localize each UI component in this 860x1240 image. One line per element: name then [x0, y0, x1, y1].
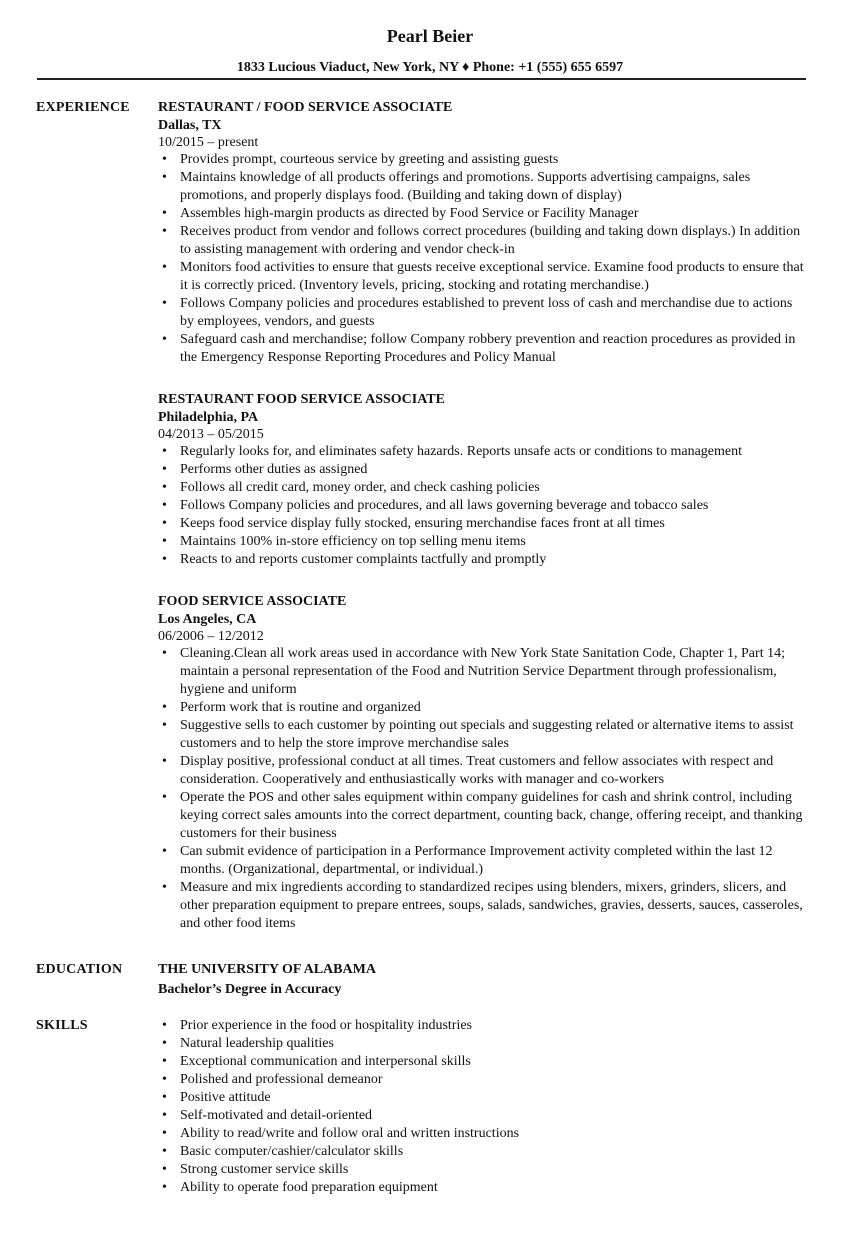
- bullet-text: Provides prompt, courteous service by greeting and assisting guests: [180, 152, 559, 167]
- skill-text: Natural leadership qualities: [180, 1036, 334, 1051]
- bullet-icon: •: [162, 206, 167, 221]
- list-item: [158, 1035, 808, 1053]
- list-item: [158, 223, 808, 259]
- bullet-icon: •: [162, 152, 167, 167]
- skill-text: Polished and professional demeanor: [180, 1072, 383, 1087]
- list-item: [158, 1143, 808, 1161]
- bullet-text: Maintains knowledge of all products offerings and promotions. Supports advertising campaigns, sales promotions, and properly displays food. (Building and taking down of display): [180, 170, 751, 203]
- list-item: [158, 753, 808, 789]
- bullet-icon: •: [162, 1126, 167, 1141]
- bullet-text: Safeguard cash and merchandise; follow Company robbery prevention and reaction procedures as provided in the Emergency Response Reporting Procedures and Policy Manual: [180, 332, 796, 365]
- bullet-icon: •: [162, 1090, 167, 1105]
- bullet-icon: •: [162, 646, 167, 661]
- bullet-icon: •: [162, 1072, 167, 1087]
- list-item: [158, 717, 808, 753]
- skill-text: Exceptional communication and interpersonal skills: [180, 1054, 471, 1069]
- job-title: RESTAURANT FOOD SERVICE ASSOCIATE: [158, 392, 445, 407]
- list-item: [158, 331, 808, 367]
- job-title: FOOD SERVICE ASSOCIATE: [158, 594, 347, 609]
- bullet-icon: •: [162, 718, 167, 733]
- list-item: [158, 1089, 808, 1107]
- job-location: Philadelphia, PA: [158, 410, 259, 425]
- bullet-icon: •: [162, 516, 167, 531]
- candidate-name: Pearl Beier: [386, 26, 474, 46]
- contact-line: 1833 Lucious Viaduct, New York, NY ♦ Phone: +1 (555) 655 6597: [236, 60, 624, 75]
- bullet-text: Receives product from vendor and follows correct procedures (building and taking down displays.) In addition to assisting management with ordering and vendor check-in: [180, 224, 801, 257]
- list-item: [158, 205, 808, 223]
- bullet-text: Keeps food service display fully stocked, ensuring merchandise faces front at all times: [180, 516, 665, 531]
- list-item: [158, 151, 808, 169]
- bullet-text: Operate the POS and other sales equipment within company guidelines for cash and shrink control, including keying correct sales amounts into the correct department, counting back, change, offering receipt, and thanking customers for their business: [180, 790, 803, 841]
- bullet-text: Follows Company policies and procedures established to prevent loss of cash and merchandise due to actions by employees, vendors, and guests: [180, 296, 793, 329]
- job-bullets: [158, 645, 808, 933]
- job-bullets: [158, 151, 808, 367]
- list-item: [158, 515, 808, 533]
- list-item: [158, 479, 808, 497]
- bullet-icon: •: [162, 480, 167, 495]
- list-item: [158, 551, 808, 569]
- skills-heading: SKILLS: [36, 1018, 88, 1033]
- skill-text: Ability to operate food preparation equipment: [180, 1180, 438, 1195]
- list-item: [158, 169, 808, 205]
- list-item: [158, 1071, 808, 1089]
- bullet-text: Reacts to and reports customer complaints tactfully and promptly: [180, 552, 547, 567]
- bullet-text: Suggestive sells to each customer by pointing out specials and suggesting related or alternative items to assist customers and to help the store improve merchandise sales: [180, 718, 794, 751]
- job-dates: 10/2015 – present: [158, 135, 259, 150]
- bullet-text: Assembles high-margin products as directed by Food Service or Facility Manager: [180, 206, 639, 221]
- bullet-icon: •: [162, 1162, 167, 1177]
- list-item: [158, 789, 808, 843]
- bullet-icon: •: [162, 790, 167, 805]
- list-item: [158, 295, 808, 331]
- job-title: RESTAURANT / FOOD SERVICE ASSOCIATE: [158, 100, 453, 115]
- bullet-icon: •: [162, 498, 167, 513]
- job-location: Dallas, TX: [158, 118, 222, 133]
- header-divider: [37, 78, 806, 80]
- list-item: [158, 1125, 808, 1143]
- bullet-text: Follows Company policies and procedures, and all laws governing beverage and tobacco sales: [180, 498, 709, 513]
- school-name: THE UNIVERSITY OF ALABAMA: [158, 962, 376, 977]
- bullet-icon: •: [162, 1180, 167, 1195]
- skill-text: Self-motivated and detail-oriented: [180, 1108, 373, 1123]
- bullet-text: Display positive, professional conduct at all times. Treat customers and fellow associates with respect and consideration. Cooperatively and enthusiastically works with manager and co-workers: [180, 754, 774, 787]
- bullet-text: Measure and mix ingredients according to standardized recipes using blenders, mixers, grinders, slicers, and other preparation equipment to prepare entrees, soups, salads, sandwiches, gravies, desserts, sauces, casseroles, and other food items: [180, 880, 803, 931]
- bullet-text: Regularly looks for, and eliminates safety hazards. Reports unsafe acts or conditions to management: [180, 444, 743, 459]
- bullet-icon: •: [162, 1108, 167, 1123]
- skill-text: Strong customer service skills: [180, 1162, 349, 1177]
- education-heading: EDUCATION: [36, 962, 123, 977]
- bullet-icon: •: [162, 260, 167, 275]
- bullet-text: Follows all credit card, money order, and check cashing policies: [180, 480, 540, 495]
- bullet-text: Cleaning.Clean all work areas used in accordance with New York State Sanitation Code, Chapter 1, Part 14; maintain a personal representation of the Food and Nutrition Service Department through professionalism, hygiene and uniform: [180, 646, 785, 697]
- bullet-icon: •: [162, 1036, 167, 1051]
- bullet-icon: •: [162, 296, 167, 311]
- list-item: [158, 1017, 808, 1035]
- job-location: Los Angeles, CA: [158, 612, 257, 627]
- bullet-icon: •: [162, 552, 167, 567]
- skill-text: Prior experience in the food or hospitality industries: [180, 1018, 472, 1033]
- bullet-icon: •: [162, 1144, 167, 1159]
- bullet-icon: •: [162, 444, 167, 459]
- bullet-text: Maintains 100% in-store efficiency on top selling menu items: [180, 534, 526, 549]
- skill-text: Positive attitude: [180, 1090, 271, 1105]
- bullet-text: Performs other duties as assigned: [180, 462, 368, 477]
- bullet-text: Can submit evidence of participation in a Performance Improvement activity completed within the last 12 months. (Organizational, departmental, or individual.): [180, 844, 773, 877]
- job-dates: 04/2013 – 05/2015: [158, 427, 264, 442]
- list-item: [158, 259, 808, 295]
- list-item: [158, 699, 808, 717]
- bullet-icon: •: [162, 880, 167, 895]
- list-item: [158, 533, 808, 551]
- list-item: [158, 1053, 808, 1071]
- bullet-icon: •: [162, 534, 167, 549]
- degree: Bachelor’s Degree in Accuracy: [158, 982, 342, 997]
- job-bullets: [158, 443, 808, 569]
- list-item: [158, 1161, 808, 1179]
- list-item: [158, 879, 808, 933]
- list-item: [158, 645, 808, 699]
- job-dates: 06/2006 – 12/2012: [158, 629, 264, 644]
- list-item: [158, 843, 808, 879]
- bullet-icon: •: [162, 1018, 167, 1033]
- skill-text: Ability to read/write and follow oral and written instructions: [180, 1126, 520, 1141]
- bullet-icon: •: [162, 332, 167, 347]
- list-item: [158, 1179, 808, 1197]
- skill-text: Basic computer/cashier/calculator skills: [180, 1144, 404, 1159]
- bullet-icon: •: [162, 844, 167, 859]
- list-item: [158, 443, 808, 461]
- bullet-text: Monitors food activities to ensure that guests receive exceptional service. Examine food products to ensure that it is correctly priced. (Inventory levels, pricing, stocking and rotating merchandise.): [180, 260, 804, 293]
- bullet-icon: •: [162, 700, 167, 715]
- list-item: [158, 461, 808, 479]
- bullet-text: Perform work that is routine and organized: [180, 700, 421, 715]
- bullet-icon: •: [162, 224, 167, 239]
- bullet-icon: •: [162, 170, 167, 185]
- list-item: [158, 1107, 808, 1125]
- bullet-icon: •: [162, 1054, 167, 1069]
- bullet-icon: •: [162, 462, 167, 477]
- skills-list: [158, 1017, 808, 1197]
- list-item: [158, 497, 808, 515]
- experience-heading: EXPERIENCE: [36, 100, 130, 115]
- bullet-icon: •: [162, 754, 167, 769]
